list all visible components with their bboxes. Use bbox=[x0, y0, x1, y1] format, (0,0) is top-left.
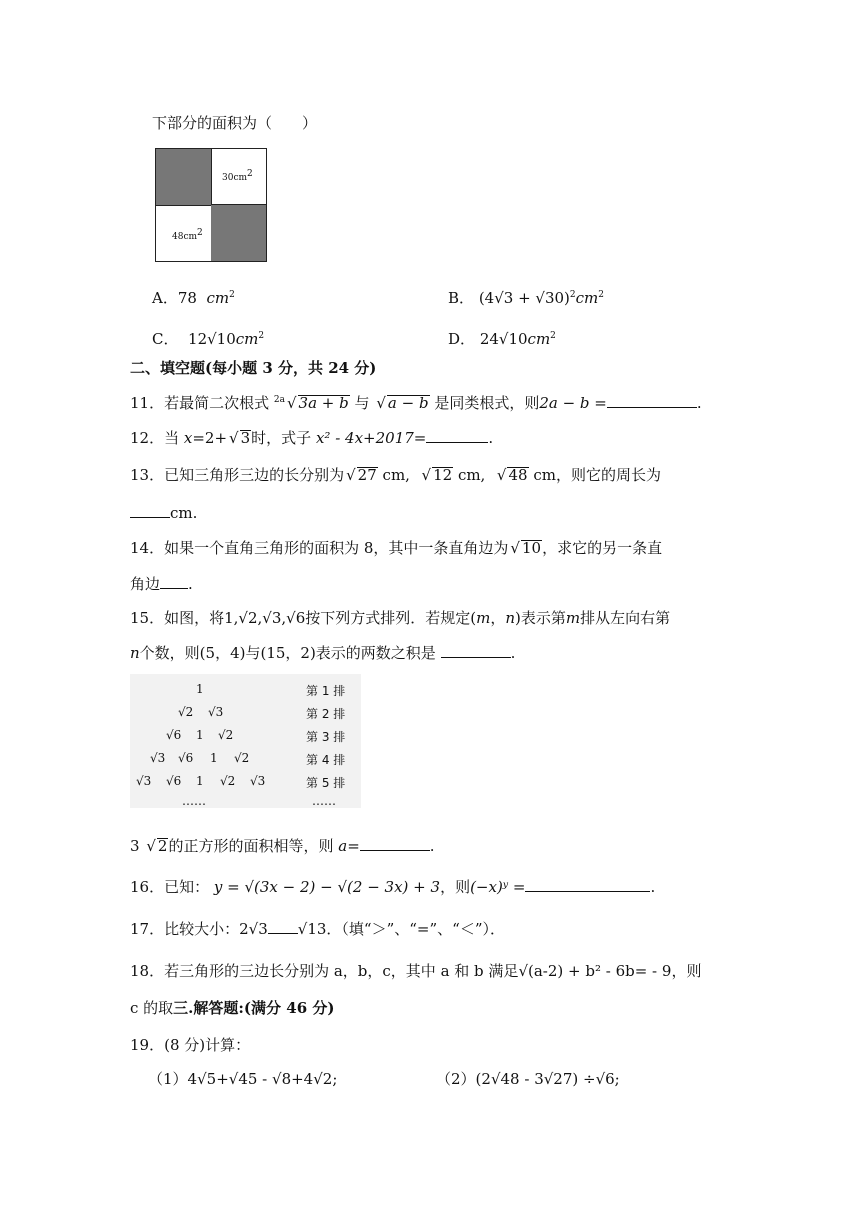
question-13: 13．已知三角形三边的长分别为 √ 27 cm, √ 12 cm, √ 48 cm，则它的周长为 bbox=[130, 466, 661, 484]
question-16: 16．已知： y = √(3x − 2) − √(2 − 3x) + 3，则(−x)ʸ = . bbox=[130, 878, 656, 896]
question-14: 14．如果一个直角三角形的面积为 8，其中一条直角边为 √ 10，求它的另一条直 bbox=[130, 539, 663, 557]
r3-v3: √2 bbox=[218, 728, 234, 742]
option-a: A．78 $cm^2$ bbox=[152, 289, 235, 307]
stray-blank[interactable] bbox=[360, 835, 430, 851]
question-15-line2: n个数，则(5，4)与(15，2)表示的两数之积是 . bbox=[130, 644, 516, 662]
option-d: D． $24√10cm^2$ bbox=[448, 330, 556, 348]
q15-blank[interactable] bbox=[441, 642, 511, 658]
question-19-part-1: （1）4√5+√45 - √8+4√2; bbox=[148, 1070, 338, 1088]
r2-v1: √2 bbox=[178, 705, 194, 719]
section-2-heading: 二、填空题(每小题 3 分，共 24 分) bbox=[130, 359, 377, 377]
r5-v5: √3 bbox=[250, 774, 266, 788]
square-top-right bbox=[211, 149, 266, 205]
r3-v2: 1 bbox=[196, 728, 204, 742]
question-19-part-2: （2）(2√48 - 3√27) ÷√6; bbox=[436, 1070, 620, 1088]
row4-label: 第 4 排 bbox=[306, 753, 346, 767]
q17-blank[interactable] bbox=[268, 918, 298, 934]
section-3-heading: 三.解答题:(满分 46 分) bbox=[173, 999, 335, 1017]
option-c: C． $12√10cm^2$ bbox=[152, 330, 265, 348]
question-18: 18．若三角形的三边长分别为 a，b，c，其中 a 和 b 满足√(a-2) + b² - 6b= - 9，则 bbox=[130, 962, 702, 980]
square-figure bbox=[155, 148, 267, 262]
question-15: 15．如图，将1,√2,√3,√6按下列方式排列．若规定(m，n)表示第m排从左向右第 bbox=[130, 609, 671, 627]
r5-v2: √6 bbox=[166, 774, 182, 788]
r1-v1: 1 bbox=[196, 682, 204, 696]
q11-blank[interactable] bbox=[607, 392, 697, 408]
number-triangle-figure bbox=[130, 674, 361, 808]
option-b: B． $(4√3 + √30)^2cm^2$ bbox=[448, 289, 605, 307]
label-48cm: $48cm^2$ bbox=[172, 228, 203, 242]
shaded-square-top-left bbox=[156, 149, 211, 205]
question-12: 12．当 x=2+ √ 3时，式子 x² - 4x+2017= . bbox=[130, 429, 494, 447]
q12-blank[interactable] bbox=[426, 427, 488, 443]
q14-blank[interactable] bbox=[160, 573, 188, 589]
question-11: 11．若最简二次根式 $^{2a}$ √ 3a + b 与 √ a − b 是同类根式，则2a − b = . bbox=[130, 394, 702, 412]
r2-v2: √3 bbox=[208, 705, 224, 719]
r4-v2: √6 bbox=[178, 751, 194, 765]
row2-label: 第 2 排 bbox=[306, 707, 346, 721]
label-dots: …… bbox=[312, 794, 336, 808]
q13-blank[interactable] bbox=[130, 502, 170, 518]
triangle-dots: …… bbox=[182, 794, 206, 808]
q10-tail: 下部分的面积为（ ） bbox=[152, 114, 318, 132]
square-bottom-left bbox=[156, 205, 211, 261]
question-14-line2: 角边 . bbox=[130, 575, 193, 593]
r5-v1: √3 bbox=[136, 774, 152, 788]
label-30cm: $30cm^2$ bbox=[222, 169, 253, 183]
row1-label: 第 1 排 bbox=[306, 684, 346, 698]
r4-v3: 1 bbox=[210, 751, 218, 765]
stray-line: 3 √ 2的正方形的面积相等，则 a= . bbox=[130, 837, 435, 855]
shaded-square-bottom-right bbox=[211, 205, 266, 261]
question-17: 17．比较大小：2√3 √13．（填“＞”、“=”、“＜”）． bbox=[130, 920, 506, 938]
row5-label: 第 5 排 bbox=[306, 776, 346, 790]
r5-v4: √2 bbox=[220, 774, 236, 788]
r5-v3: 1 bbox=[196, 774, 204, 788]
question-19: 19．(8 分)计算： bbox=[130, 1036, 251, 1054]
r3-v1: √6 bbox=[166, 728, 182, 742]
r4-v4: √2 bbox=[234, 751, 250, 765]
question-13-line2: cm. bbox=[130, 502, 197, 522]
row3-label: 第 3 排 bbox=[306, 730, 346, 744]
r4-v1: √3 bbox=[150, 751, 166, 765]
q16-blank[interactable] bbox=[525, 876, 650, 892]
question-18-line2: c 的取三.解答题:(满分 46 分) bbox=[130, 999, 335, 1017]
